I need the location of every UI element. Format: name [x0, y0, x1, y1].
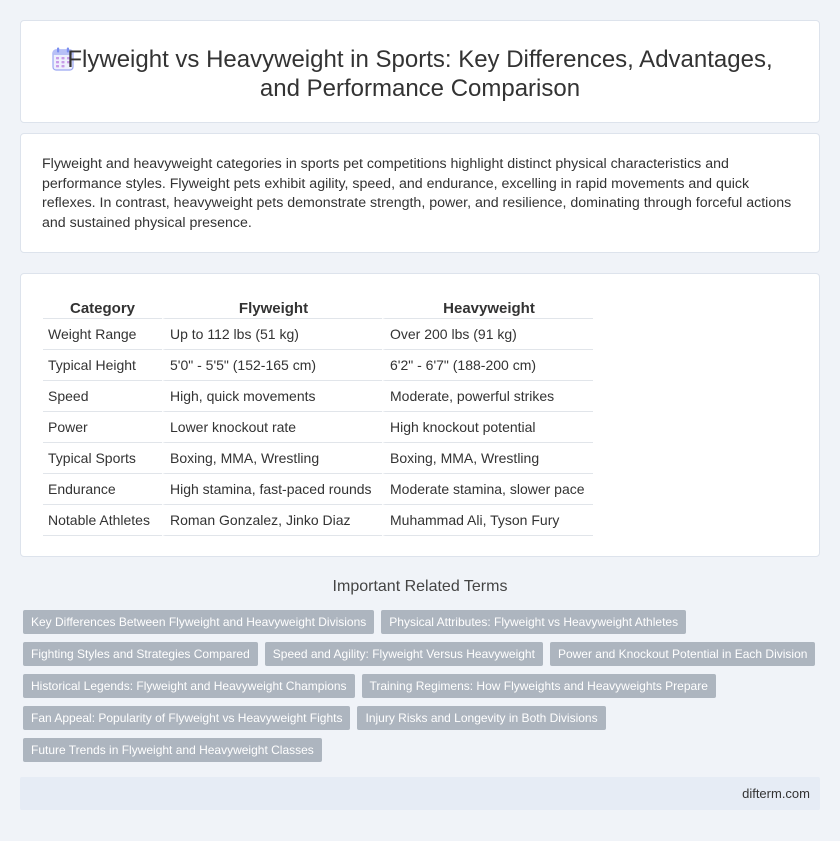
- intro-card: [20, 133, 820, 253]
- table-cell: Weight Range: [43, 319, 162, 350]
- table-cell: Boxing, MMA, Wrestling: [162, 443, 382, 474]
- table-cell: Lower knockout rate: [162, 412, 382, 443]
- related-term-link[interactable]: Fighting Styles and Strategies Compared: [23, 642, 258, 666]
- tag-row: [23, 642, 823, 666]
- tag-row: [23, 738, 823, 762]
- header-heavyweight: Heavyweight: [382, 295, 593, 319]
- related-terms-list: [23, 610, 823, 770]
- related-term-link[interactable]: Physical Attributes: Flyweight vs Heavyweight Athletes: [381, 610, 686, 634]
- related-term-link[interactable]: Fan Appeal: Popularity of Flyweight vs Heavyweight Fights: [23, 706, 350, 730]
- table-row: [43, 412, 593, 443]
- table-cell: 6'2" - 6'7" (188-200 cm): [382, 350, 593, 381]
- table-row: [43, 350, 593, 381]
- tag-row: [23, 706, 823, 730]
- table-cell: Over 200 lbs (91 kg): [382, 319, 593, 350]
- table-cell: High stamina, fast-paced rounds: [162, 474, 382, 505]
- table-cell: Speed: [43, 381, 162, 412]
- table-cell: 5'0" - 5'5" (152-165 cm): [162, 350, 382, 381]
- related-term-link[interactable]: Power and Knockout Potential in Each Division: [550, 642, 815, 666]
- related-terms-title: Important Related Terms: [332, 578, 508, 595]
- header-flyweight: Flyweight: [162, 295, 382, 319]
- footer: [20, 777, 820, 810]
- table-cell: Boxing, MMA, Wrestling: [382, 443, 593, 474]
- table-cell: Muhammad Ali, Tyson Fury: [382, 505, 593, 536]
- related-term-link[interactable]: Speed and Agility: Flyweight Versus Heavyweight: [265, 642, 543, 666]
- table-cell: Moderate stamina, slower pace: [382, 474, 593, 505]
- table-cell: Typical Sports: [43, 443, 162, 474]
- table-row: [43, 505, 593, 536]
- header-category: Category: [43, 295, 162, 319]
- table-cell: Notable Athletes: [43, 505, 162, 536]
- table-cell: High, quick movements: [162, 381, 382, 412]
- table-cell: High knockout potential: [382, 412, 593, 443]
- table-row: [43, 474, 593, 505]
- table-cell: Roman Gonzalez, Jinko Diaz: [162, 505, 382, 536]
- page-title-line1: Flyweight vs Heavyweight in Sports: Key Differences, Advantages,: [67, 46, 773, 73]
- tag-row: [23, 610, 823, 634]
- table-cell: Up to 112 lbs (51 kg): [162, 319, 382, 350]
- related-term-link[interactable]: Key Differences Between Flyweight and Heavyweight Divisions: [23, 610, 374, 634]
- comparison-card: [20, 273, 820, 557]
- tag-row: [23, 674, 823, 698]
- related-term-link[interactable]: Future Trends in Flyweight and Heavyweight Classes: [23, 738, 322, 762]
- table-row: [43, 381, 593, 412]
- related-term-link[interactable]: Training Regimens: How Flyweights and Heavyweights Prepare: [362, 674, 716, 698]
- table-row: [43, 443, 593, 474]
- page-title-line2: and Performance Comparison: [259, 75, 581, 102]
- table-cell: Typical Height: [43, 350, 162, 381]
- related-term-link[interactable]: Historical Legends: Flyweight and Heavyweight Champions: [23, 674, 355, 698]
- table-header-row: [43, 295, 593, 319]
- table-row: [43, 319, 593, 350]
- table-cell: Moderate, powerful strikes: [382, 381, 593, 412]
- title-card: [20, 20, 820, 123]
- table-cell: Endurance: [43, 474, 162, 505]
- footer-brand[interactable]: difterm.com: [742, 786, 810, 801]
- comparison-table: [43, 295, 593, 536]
- table-cell: Power: [43, 412, 162, 443]
- intro-paragraph: Flyweight and heavyweight categories in sports pet competitions highlight distinct physical characteristics and performance styles. Flyweight pets exhibit agility, speed, and endurance, excelling in rapid movements and quick reflexes. In contrast, heavyweight pets demonstrate strength, power, and resilience, dominating through forceful actions and sustained physical presence.: [42, 156, 792, 231]
- related-term-link[interactable]: Injury Risks and Longevity in Both Divisions: [357, 706, 605, 730]
- page-title: [21, 45, 819, 103]
- page-title-wrap: [21, 45, 819, 103]
